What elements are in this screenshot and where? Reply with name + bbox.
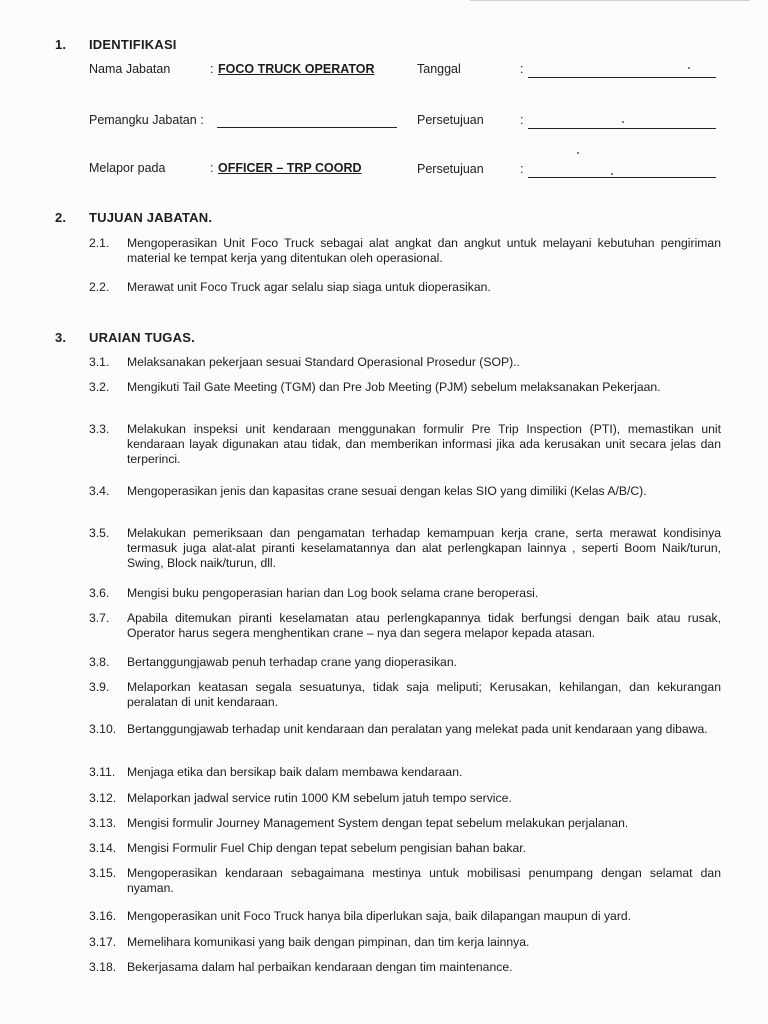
section-3-number: 3. [55,330,67,345]
field-colon: : [520,113,524,127]
scan-speck [688,67,690,69]
field-label-persetujuan: Persetujuan [417,113,484,127]
item-number: 3.7. [89,611,110,625]
section-2-number: 2. [55,210,67,225]
item-number: 3.16. [89,909,117,923]
item-text: Mengoperasikan kendaraan sebagaimana mestinya untuk mobilisasi penumpang dengan selamat dan nyaman. [127,866,721,895]
top-edge-rule [470,0,750,2]
item-number: 2.2. [89,280,110,294]
field-label-nama-jabatan: Nama Jabatan [89,62,171,76]
item-number: 3.8. [89,655,110,669]
item-text: Melakukan inspeksi unit kendaraan menggunakan formulir Pre Trip Inspection (PTI), memastikan unit kendaraan layak digunakan atau tidak, dan memberikan informasi jika ada kerusakan unit secara jelas dan terperinci. [127,422,721,466]
item-text: Melaksanakan pekerjaan sesuai Standard Operasional Prosedur (SOP).. [127,355,520,369]
list-item [89,484,721,499]
item-number: 3.9. [89,680,110,694]
section-1-number: 1. [55,37,67,52]
list-item [89,280,721,295]
list-item [89,765,721,780]
pemangku-jabatan-blank-line [217,127,397,128]
item-number: 3.1. [89,355,110,369]
list-item [89,422,721,467]
scan-speck [622,121,624,123]
item-number: 3.15. [89,866,117,880]
field-value-melapor-pada: OFFICER – TRP COORD [218,161,362,175]
list-item [89,611,721,641]
item-number: 3.14. [89,841,117,855]
item-number: 3.17. [89,935,117,949]
field-label-pemangku-jabatan: Pemangku Jabatan : [89,113,204,127]
list-item [89,355,721,370]
scan-speck [611,173,613,175]
item-number: 3.13. [89,816,117,830]
item-text: Melakukan pemeriksaan dan pengamatan terhadap kemampuan kerja crane, serta merawat kondisinya termasuk juga alat-alat piranti keselamatannya dan alat perlengkapan lainnya , seperti Boom Naik/turun, Swing, Block naik/turun, dll. [127,526,721,570]
item-text: Memelihara komunikasi yang baik dengan pimpinan, dan tim kerja lainnya. [127,935,530,949]
item-text: Mengisi Formulir Fuel Chip dengan tepat sebelum pengisian bahan bakar. [127,841,527,855]
item-number: 3.6. [89,586,110,600]
item-number: 3.11. [89,765,116,779]
section-3-title: URAIAN TUGAS. [89,330,195,345]
item-number: 2.1. [89,236,110,250]
item-text: Bertanggungjawab penuh terhadap crane yang dioperasikan. [127,655,457,669]
item-number: 3.4. [89,484,110,498]
item-text: Mengisi buku pengoperasian harian dan Log book selama crane beroperasi. [127,586,539,600]
item-number: 3.18. [89,960,117,974]
persetujuan-blank-line [528,128,716,129]
field-colon: : [520,62,524,76]
item-number: 3.12. [89,791,117,805]
item-text: Melaporkan jadwal service rutin 1000 KM sebelum jatuh tempo service. [127,791,512,805]
section-2-title: TUJUAN JABATAN. [89,210,213,225]
list-item [89,655,721,670]
field-value-nama-jabatan: FOCO TRUCK OPERATOR [218,62,375,76]
item-number: 3.10. [89,722,117,736]
list-item [89,722,721,737]
item-text: Bekerjasama dalam hal perbaikan kendaraan dengan tim maintenance. [127,960,513,974]
item-text: Mengikuti Tail Gate Meeting (TGM) dan Pre Job Meeting (PJM) sebelum melaksanakan Pekerjaan. [127,380,661,394]
field-colon: : [520,162,524,176]
tanggal-blank-line [528,77,716,78]
item-number: 3.3. [89,422,110,436]
item-text: Mengoperasikan jenis dan kapasitas crane sesuai dengan kelas SIO yang dimiliki (Kelas A/B/C). [127,484,647,498]
field-label-melapor-pada: Melapor pada [89,161,166,175]
persetujuan-blank-line [528,177,716,178]
field-colon: : [210,161,214,175]
list-item [89,791,721,806]
list-item [89,909,721,924]
scan-speck [577,152,579,154]
item-text: Mengoperasikan Unit Foco Truck sebagai alat angkat dan angkut untuk melayani kebutuhan pengiriman material ke tempat kerja yang ditentukan oleh operasional. [127,236,721,265]
item-text: Menjaga etika dan bersikap baik dalam membawa kendaraan. [127,765,463,779]
list-item [89,680,721,710]
field-label-tanggal: Tanggal [417,62,461,76]
list-item [89,935,721,950]
list-item [89,526,721,571]
item-text: Mengoperasikan unit Foco Truck hanya bila diperlukan saja, baik dilapangan maupun di yard. [127,909,632,923]
field-label-persetujuan: Persetujuan [417,162,484,176]
list-item [89,816,721,831]
item-number: 3.2. [89,380,110,394]
list-item [89,236,721,266]
list-item [89,380,721,395]
list-item [89,866,721,896]
item-text: Merawat unit Foco Truck agar selalu siap siaga untuk dioperasikan. [127,280,491,294]
list-item [89,960,721,975]
item-text: Melaporkan keatasan segala sesuatunya, tidak saja meliputi; Kerusakan, kehilangan, dan kekurangan peralatan di unit kendaraan. [127,680,721,709]
list-item [89,841,721,856]
item-text: Bertanggungjawab terhadap unit kendaraan dan peralatan yang melekat pada unit kendaraan yang dibawa. [127,722,708,736]
item-text: Apabila ditemukan piranti keselamatan atau perlengkapannya tidak berfungsi dengan baik atau rusak, Operator harus segera menghentikan crane – nya dan segera melapor kepada atasan. [127,611,721,640]
section-1-title: IDENTIFIKASI [89,37,177,52]
field-colon: : [210,62,214,76]
list-item [89,586,721,601]
item-number: 3.5. [89,526,110,540]
item-text: Mengisi formulir Journey Management System dengan tepat sebelum melakukan perjalanan. [127,816,629,830]
